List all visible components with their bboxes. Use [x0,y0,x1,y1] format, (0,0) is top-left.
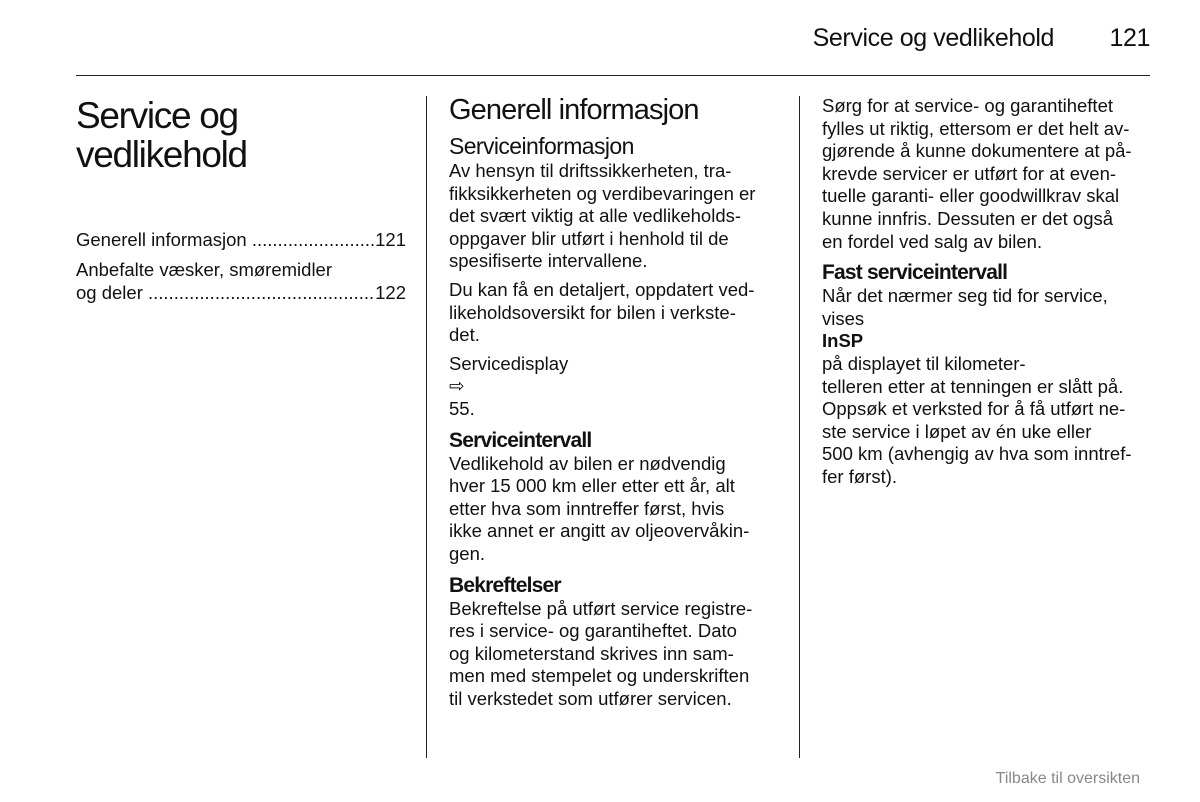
paragraph: Sørg for at service- og garantiheftet fylles ut riktig, ettersom er det helt av- gjørende å kunne dokumentere at på- krevde servicer er utført for at even- tuelle garanti- eller goodwillkrav skal kunne innfris. Dessuten er det også en fordel ved salg av bilen. [822,95,1132,252]
reference-label[interactable]: Servicedisplay [449,352,569,374]
servicedisplay-reference[interactable] [449,353,779,421]
paragraph: Vedlikehold av bilen er nødvendig hver 15 000 km eller etter ett år, alt etter hva som inntreffer først, hvis ikke annet er angitt av oljeovervåkin- gen. [449,452,750,564]
subheading-bekreftelser: Bekreftelser [449,573,561,597]
page-header-title: Service og vedlikehold [812,24,1054,52]
chapter-title-line2: vedlikehold [76,134,247,175]
column-divider [799,96,800,758]
section-heading: Generell informasjon [449,94,699,126]
paragraph: Bekreftelse på utført service registre- res i service- og garantiheftet. Dato og kilometerstand skrives inn sam- men med stempelet og underskriften til verkstedet som utfører servicen. [449,597,753,709]
column-right [822,95,1152,495]
paragraph: Når det nærmer seg tid for service, vises InSP på displayet til kilometer- telleren etter at tenningen er slått på. Oppsøk et verksted for å få utført ne- ste service i løpet av én uke eller 500 km (avhengig av hva som inntref- fer først). [822,285,1132,487]
subheading-serviceinformasjon: Serviceinformasjon [449,133,634,159]
column-middle [449,92,779,716]
arrow-reference-icon: ⇨ [449,375,465,397]
toc-entry-label[interactable]: Generell informasjon [76,229,247,250]
reference-page[interactable]: 55. [449,397,475,419]
toc-entry-page[interactable]: 122 [375,282,406,303]
toc-dot-leader [247,228,375,251]
toc-entry-label-line1[interactable]: Anbefalte væsker, smøremidler [76,259,333,280]
toc-entry-label-line2[interactable]: og deler [76,282,143,303]
toc-dot-leader [143,281,375,304]
chapter-title [76,96,406,174]
toc-entry-fluids[interactable] [76,258,406,304]
paragraph: Du kan få en detaljert, oppdatert ved- likeholdsoversikt for bilen i verkste- det. [449,278,755,346]
toc-entry-page[interactable]: 121 [375,229,406,250]
table-of-contents [76,228,406,311]
subheading-serviceintervall: Serviceintervall [449,428,592,452]
toc-entry-general-info[interactable] [76,228,406,251]
column-divider [426,96,427,758]
subheading-fast-serviceintervall: Fast serviceintervall [822,261,1008,285]
paragraph: Av hensyn til driftssikkerheten, tra- fikksikkerheten og verdibevaringen er det svært viktig at alle vedlikeholds- oppgaver blir utført i henhold til de spesifiserte intervallene. [449,160,756,272]
insp-display-code: InSP [822,330,864,352]
back-to-overview-link[interactable]: Tilbake til oversikten [995,770,1140,787]
header-rule [76,75,1150,76]
chapter-title-line1: Service og [76,95,238,136]
page-number: 121 [1109,24,1150,52]
